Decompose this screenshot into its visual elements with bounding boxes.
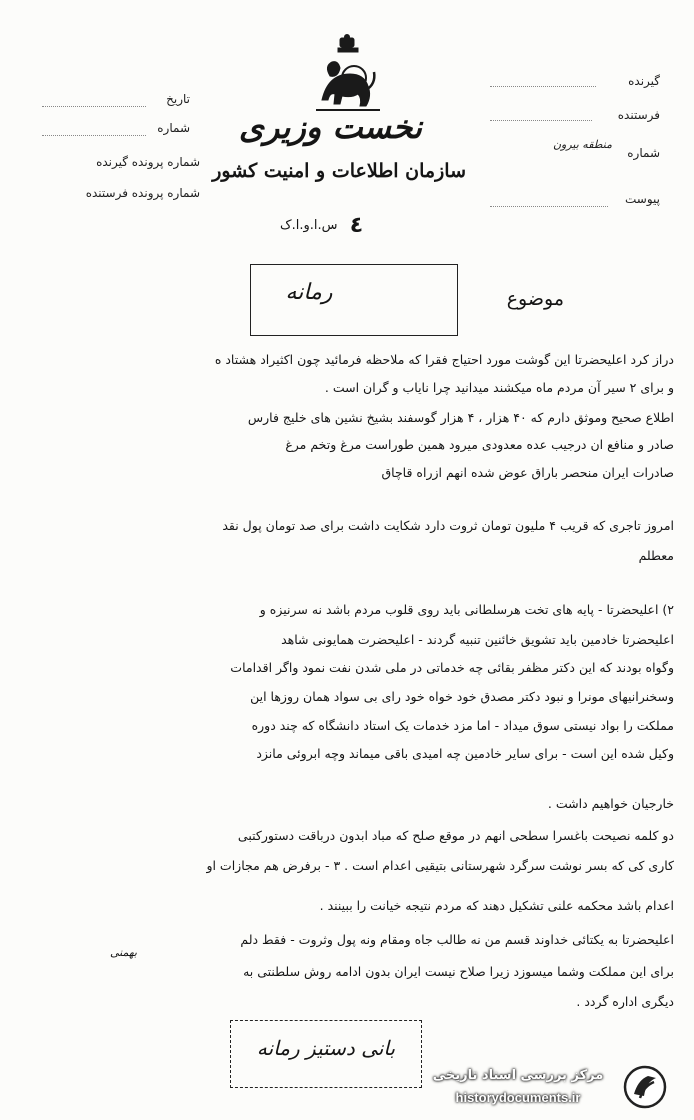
field-attachment-line	[490, 206, 608, 207]
field-recipient-file-label: شماره پرونده گیرنده	[96, 155, 200, 169]
body-line: اعلیحضرتا خادمین باید تشویق خائنین تنبیه گردند - اعلیحضرت همایونی شاهد	[281, 632, 674, 647]
body-line: صادرات ایران منحصر باراق عوض شده انهم ازراه قاچاق	[381, 465, 674, 480]
marginal-handwritten-note: بهمنی	[110, 946, 137, 959]
field-sender-file-label: شماره پرونده فرستنده	[85, 186, 200, 200]
body-line: ۲) اعلیحضرتا - پایه های تخت هرسلطانی باید روی قلوب مردم باشد نه سرنیزه و	[259, 602, 674, 617]
body-line: اطلاع صحیح وموثق دارم که ۴۰ هزار ، ۴ هزار گوسفند بشیخ نشین های خلیج فارس	[247, 410, 674, 425]
body-line: وگواه بودند که این دکتر مظفر بقائی چه خدماتی در ملی شدن نفت نمود واگر اقدامات	[230, 660, 674, 675]
org-title: نخست وزیری	[238, 108, 422, 146]
body-line: دراز کرد اعلیحضرتا این گوشت مورد احتیاج فقرا که ملاحظه فرمائید چون اکثیراد هشتاد ه	[214, 352, 674, 367]
field-number-line	[42, 135, 146, 136]
body-line: و برای ۲ سیر آن مردم ماه میکشند میدانید چرا نایاب و گران است .	[324, 380, 674, 395]
field-region-note: منطقه بیرون	[552, 138, 612, 151]
signature: بانی دستیز رمانه	[256, 1036, 396, 1060]
field-sender-line	[490, 120, 592, 121]
body-line: وکیل شده این است - برای سایر خادمین چه امیدی باقی میماند وچه ابروئی مانزد	[256, 746, 674, 761]
body-line: دو کلمه نصیحت باغسرا سطحی انهم در موقع صلح که مباد ابدون درباقت دستورکتبی	[237, 828, 674, 843]
field-recipient-label: گیرنده	[628, 74, 660, 88]
field-recipient-line	[490, 86, 596, 87]
body-line: مملکت را بواد نیستی سوق میداد - اما مزد خدمات یک استاد دانشگاه که چند دوره	[251, 718, 674, 733]
field-date-line	[42, 106, 146, 107]
lion-and-sun-emblem	[310, 34, 386, 116]
field-number-right-label: شماره	[627, 146, 660, 160]
doc-ref-code: س.ا.و.ا.ک	[280, 218, 338, 233]
watermark-text-en: historydocuments.ir	[455, 1090, 581, 1105]
body-line: اعدام باشد محکمه علنی تشکیل دهند که مردم نتیجه خیانت را ببینند .	[319, 898, 674, 913]
body-line: وسخنرانیهای مونرا و نبود دکتر مصدق خود خواه خود رای بی سواد همان روزها این	[250, 689, 674, 704]
archive-logo-icon	[622, 1064, 668, 1110]
subject-value: رمانه	[285, 280, 333, 305]
body-line: کاری کی که بسر نوشت سرگرد شهرستانی بتیقیی اعدام است . ۳ - برفرض هم مجازات او	[206, 858, 674, 873]
field-number-label: شماره	[157, 121, 190, 135]
field-attachment-label: پیوست	[625, 192, 660, 206]
body-line: صادر و منافع ان درجیب عده معدودی میرود همین طوراست مرغ وتخم مرغ	[285, 437, 674, 452]
body-line: اعلیحضرتا به یکتائی خداوند قسم من نه طالب جاه ومقام ونه پول وثروت - فقط دلم	[240, 932, 674, 947]
field-sender-label: فرستنده	[617, 108, 660, 122]
body-line: معطلم	[638, 548, 674, 563]
body-line: دیگری اداره گردد .	[576, 994, 674, 1009]
subject-label: موضوع	[506, 288, 564, 310]
doc-ref-number	[280, 213, 363, 238]
watermark-text-fa: مرکز بررسی اسناد تاریخی	[432, 1068, 604, 1083]
body-line: امروز تاجری که قریب ۴ ملیون تومان ثروت دارد شکایت داشت برای صد تومان پول نقد	[222, 518, 674, 533]
body-line: برای این مملکت وشما میسوزد زیرا صلاح نیست ایران بدون ادامه روش سلطنتی به	[243, 964, 674, 979]
org-subtitle: سازمان اطلاعات و امنیت کشور	[212, 160, 466, 182]
body-line: خارجیان خواهیم داشت .	[547, 796, 674, 811]
field-date-label: تاریخ	[166, 92, 190, 106]
doc-ref-digit: ٤	[349, 213, 364, 238]
